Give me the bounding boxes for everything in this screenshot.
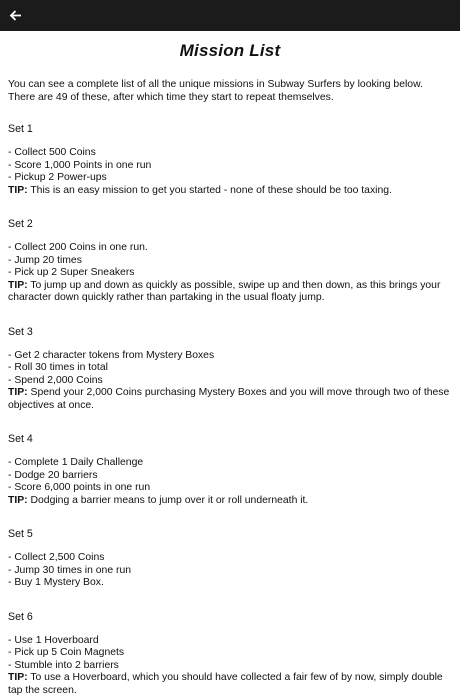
arrow-left-icon: [9, 9, 22, 22]
tip-text: Dodging a barrier means to jump over it or roll underneath it.: [28, 495, 309, 506]
mission-tip: [8, 280, 452, 305]
tip-label: TIP:: [8, 672, 28, 683]
mission-item: - Score 1,000 Points in one run: [8, 160, 452, 173]
back-button[interactable]: [0, 0, 30, 31]
mission-item: - Spend 2,000 Coins: [8, 375, 452, 388]
mission-set: [8, 611, 452, 697]
mission-item: - Stumble into 2 barriers: [8, 660, 452, 673]
mission-item: - Roll 30 times in total: [8, 362, 452, 375]
mission-tip: [8, 185, 452, 198]
page-title: Mission List: [8, 41, 452, 61]
mission-item: - Collect 500 Coins: [8, 147, 452, 160]
set-title: Set 2: [8, 218, 452, 230]
mission-item: - Pick up 2 Super Sneakers: [8, 267, 452, 280]
mission-item: - Pick up 5 Coin Magnets: [8, 647, 452, 660]
set-title: Set 3: [8, 326, 452, 338]
article-body: [0, 41, 460, 697]
tip-text: This is an easy mission to get you started - none of these should be too taxing.: [28, 185, 392, 196]
set-title: Set 5: [8, 528, 452, 540]
mission-item: - Pickup 2 Power-ups: [8, 172, 452, 185]
app-toolbar: [0, 0, 460, 31]
tip-text: To use a Hoverboard, which you should have collected a fair few of by now, simply double tap the screen.: [8, 672, 443, 696]
mission-item: - Dodge 20 barriers: [8, 470, 452, 483]
mission-item: - Buy 1 Mystery Box.: [8, 577, 452, 590]
mission-item: - Score 6,000 points in one run: [8, 482, 452, 495]
tip-text: Spend your 2,000 Coins purchasing Mystery Boxes and you will move through two of these objectives at once.: [8, 387, 449, 411]
mission-tip: [8, 387, 452, 412]
mission-set: [8, 218, 452, 305]
tip-text: To jump up and down as quickly as possible, swipe up and then down, as this brings your character down quickly rather than partaking in the usual floaty jump.: [8, 280, 440, 304]
mission-set: [8, 123, 452, 197]
mission-set: [8, 433, 452, 507]
mission-item: - Use 1 Hoverboard: [8, 635, 452, 648]
mission-tip: [8, 672, 452, 697]
mission-item: - Complete 1 Daily Challenge: [8, 457, 452, 470]
mission-item: - Jump 20 times: [8, 255, 452, 268]
mission-item: - Get 2 character tokens from Mystery Boxes: [8, 350, 452, 363]
set-title: Set 1: [8, 123, 452, 135]
set-title: Set 6: [8, 611, 452, 623]
mission-sets: [8, 123, 452, 697]
set-title: Set 4: [8, 433, 452, 445]
tip-label: TIP:: [8, 280, 28, 291]
mission-item: - Collect 200 Coins in one run.: [8, 242, 452, 255]
mission-item: - Jump 30 times in one run: [8, 565, 452, 578]
tip-label: TIP:: [8, 387, 28, 398]
mission-tip: [8, 495, 452, 508]
mission-set: [8, 326, 452, 413]
mission-set: [8, 528, 452, 590]
mission-item: - Collect 2,500 Coins: [8, 552, 452, 565]
intro-paragraph: You can see a complete list of all the unique missions in Subway Surfers by looking below. There are 49 of these, after which time they start to repeat themselves.: [8, 79, 452, 104]
tip-label: TIP:: [8, 495, 28, 506]
tip-label: TIP:: [8, 185, 28, 196]
